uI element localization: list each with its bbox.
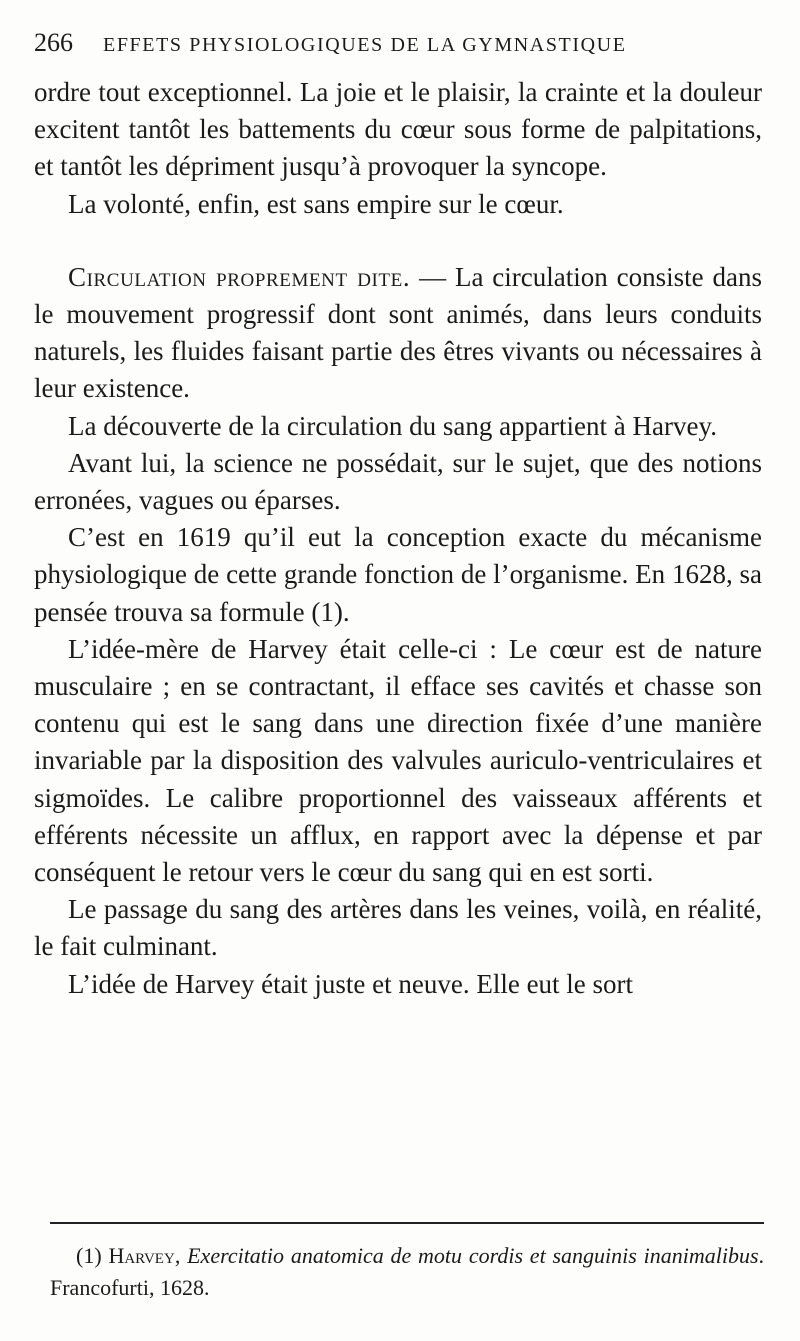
running-header — [34, 28, 762, 74]
section-paragraph — [34, 259, 762, 408]
paragraph: La découverte de la circulation du sang appartient à Harvey. — [68, 410, 717, 441]
body-text — [34, 74, 762, 1003]
footnote-place-date: . Francofurti, 1628. — [50, 1243, 765, 1300]
footnote-separator: , — [174, 1243, 188, 1268]
running-title: EFFETS PHYSIOLOGIQUES DE LA GYMNASTIQUE — [103, 34, 627, 56]
paragraph: La volonté, enfin, est sans empire sur le cœur. — [68, 188, 564, 219]
paragraph: C’est en 1619 qu’il eut la conception exacte du mécanisme physiologique de cette grande fonction de l’organisme. En 1628, sa pensée trouva sa formule (1). — [34, 522, 762, 627]
paragraph: Le passage du sang des artères dans les veines, voilà, en réalité, le fait culminant. — [34, 894, 762, 962]
footnote-work-title: Exercitatio anatomica de motu cordis et sanguinis inanimalibus — [187, 1243, 759, 1268]
footnote-marker: (1) — [76, 1243, 109, 1268]
footnote-author: Harvey — [108, 1243, 175, 1268]
section-text: — La circulation consiste dans le mouvement progressif dont sont animés, dans leurs conduits naturels, les fluides faisant partie des êtres vivants ou nécessaires à leur existence. — [34, 261, 762, 404]
paragraph: L’idée-mère de Harvey était celle-ci : Le cœur est de nature musculaire ; en se contractant, il efface ses cavités et chasse son contenu qui est le sang dans une direction fixée d’une manière invariable par la disposition des valvules auriculo-ventriculaires et sigmoïdes. Le calibre proportionnel des vaisseaux afférents et efférents nécessite un afflux, en rapport avec la dépense et par conséquent le retour vers le cœur du sang qui en est sorti. — [34, 633, 762, 888]
footnote — [50, 1240, 764, 1304]
footnote-divider — [50, 1222, 764, 1224]
paragraph: Avant lui, la science ne possédait, sur le sujet, que des notions erronées, vagues ou éparses. — [34, 447, 762, 516]
paragraph: L’idée de Harvey était juste et neuve. Elle eut le sort — [68, 968, 634, 999]
section-spacer — [34, 223, 762, 259]
section-title: Circulation proprement dite. — [68, 261, 411, 292]
page-number: 266 — [34, 28, 73, 57]
paragraph: ordre tout exceptionnel. La joie et le plaisir, la crainte et la douleur excitent tantôt les battements du cœur sous forme de palpitations, et tantôt les dépriment jusqu’à provoquer la syncope. — [34, 77, 762, 182]
